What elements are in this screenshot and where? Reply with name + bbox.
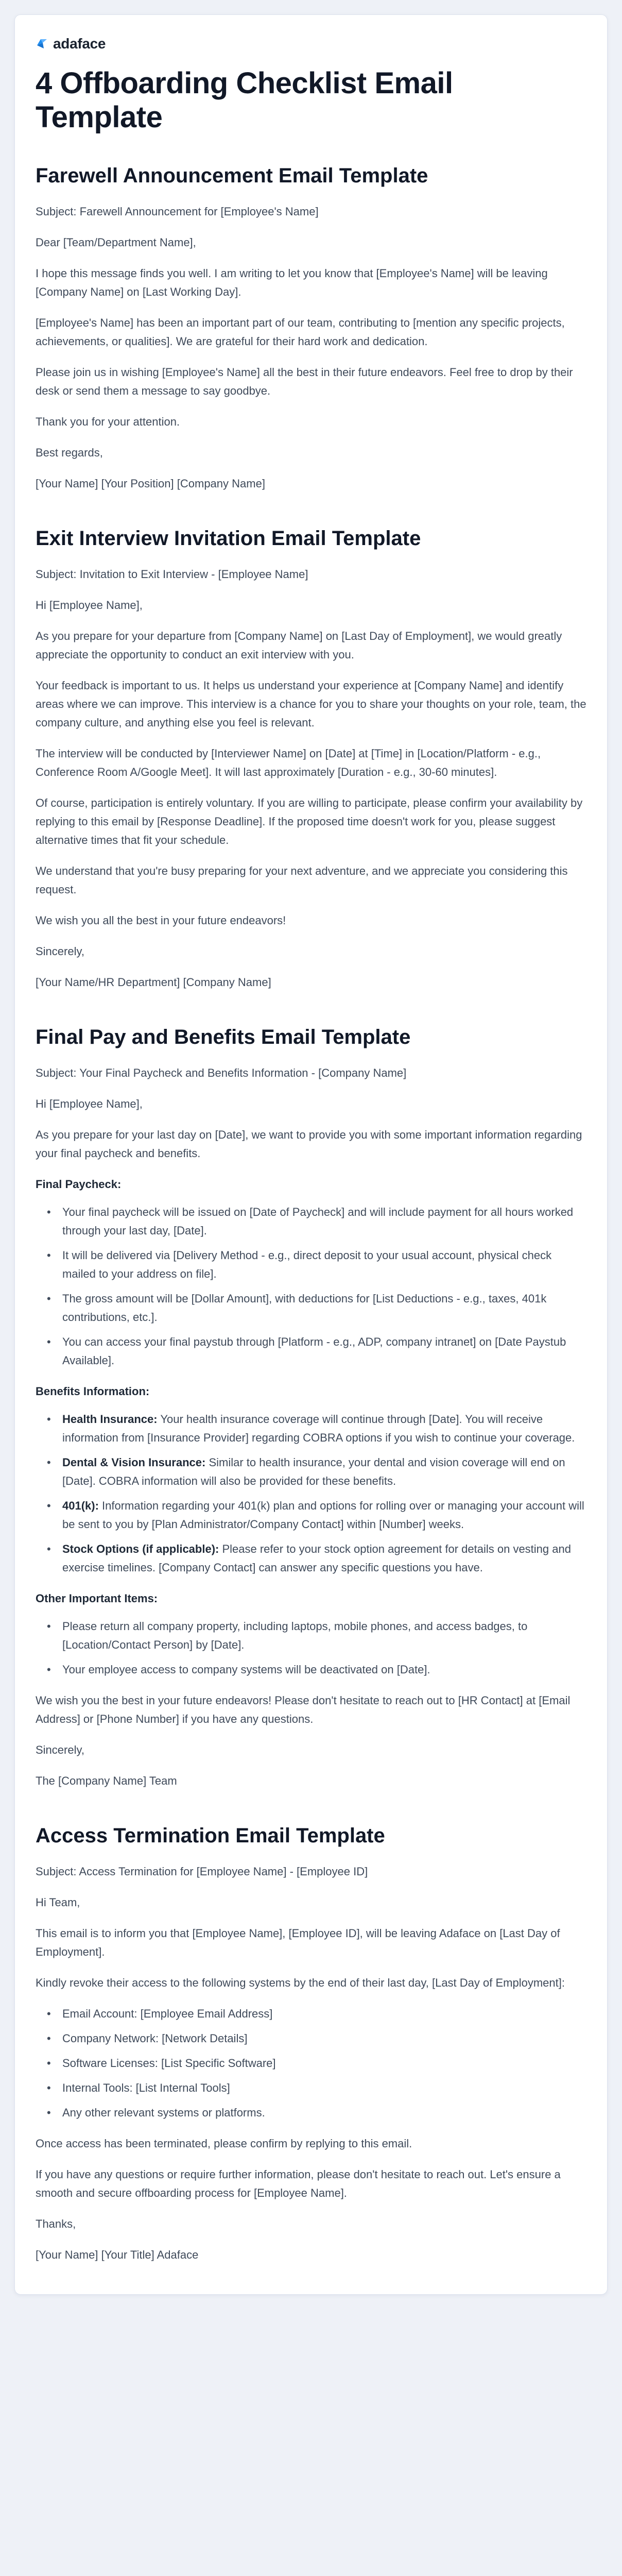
paragraph: Hi [Employee Name], bbox=[36, 1097, 143, 1110]
template-section bbox=[36, 1025, 586, 1790]
bullet-icon: • bbox=[47, 2007, 51, 2020]
paragraph: Once access has been terminated, please confirm by replying to this email. bbox=[36, 2137, 412, 2150]
list-item-text: Your employee access to company systems will be deactivated on [Date]. bbox=[62, 1663, 430, 1676]
paragraph: Subject: Access Termination for [Employee Name] - [Employee ID] bbox=[36, 1865, 368, 1878]
bullet-icon: • bbox=[47, 1206, 51, 1218]
list-item bbox=[47, 1410, 586, 1447]
paragraph: Thanks, bbox=[36, 2217, 76, 2230]
list-item bbox=[47, 1453, 586, 1490]
bullet-list bbox=[36, 1410, 586, 1577]
paragraph: We wish you all the best in your future endeavors! bbox=[36, 914, 286, 927]
list-item bbox=[47, 2029, 586, 2048]
paragraph: Of course, participation is entirely voluntary. If you are willing to participate, please confirm your availability by replying to this email by [Response Deadline]. If the proposed time doesn't work for you, please suggest alternative times that fit your schedule. bbox=[36, 796, 583, 846]
list-item bbox=[47, 2005, 586, 2023]
paragraph: Hi Team, bbox=[36, 1896, 80, 1909]
paragraph: [Your Name/HR Department] [Company Name] bbox=[36, 976, 271, 989]
paragraph: Best regards, bbox=[36, 446, 103, 459]
list-item-text: Company Network: [Network Details] bbox=[62, 2032, 248, 2045]
paragraph: [Your Name] [Your Title] Adaface bbox=[36, 2248, 199, 2261]
section-heading: Access Termination Email Template bbox=[36, 1824, 385, 1847]
paragraph: Subject: Your Final Paycheck and Benefits Information - [Company Name] bbox=[36, 1066, 407, 1079]
section-heading: Farewell Announcement Email Template bbox=[36, 164, 428, 187]
bullet-icon: • bbox=[47, 2057, 51, 2070]
paragraph: Sincerely, bbox=[36, 1743, 84, 1756]
template-card bbox=[14, 14, 608, 2295]
list-item-text: Please refer to your stock option agreement for details on vesting and exercise timelines. [Company Contact] can answer any specific questions you have. bbox=[62, 1543, 571, 1574]
bullet-icon: • bbox=[47, 1620, 51, 1633]
sections bbox=[36, 163, 586, 2264]
list-item bbox=[47, 2054, 586, 2073]
paragraph: If you have any questions or require further information, please don't hesitate to reach out. Let's ensure a smooth and secure offboarding process for [Employee Name]. bbox=[36, 2168, 561, 2199]
list-item-text: The gross amount will be [Dollar Amount], with deductions for [List Deductions - e.g., taxes, 401k contributions, etc.]. bbox=[62, 1292, 547, 1324]
paragraph: Subject: Invitation to Exit Interview - [Employee Name] bbox=[36, 568, 308, 581]
list-item-term: 401(k): bbox=[62, 1499, 99, 1512]
list-item-text: You can access your final paystub through [Platform - e.g., ADP, company intranet] on [Date Paystub Available]. bbox=[62, 1335, 566, 1367]
template-section bbox=[36, 163, 586, 493]
bullet-icon: • bbox=[47, 1456, 51, 1469]
list-item-text: Your health insurance coverage will continue through [Date]. You will receive information from [Insurance Provider] regarding COBRA options if you wish to continue your coverage. bbox=[62, 1413, 575, 1444]
paragraph: As you prepare for your last day on [Date], we want to provide you with some important information regarding your final paycheck and benefits. bbox=[36, 1128, 582, 1160]
bullet-list bbox=[36, 1203, 586, 1370]
adaface-logo-icon bbox=[36, 37, 49, 50]
list-item-text: Any other relevant systems or platforms. bbox=[62, 2106, 265, 2119]
list-item-term: Stock Options (if applicable): bbox=[62, 1543, 219, 1555]
list-item bbox=[47, 1290, 586, 1327]
bullet-icon: • bbox=[47, 1292, 51, 1305]
bullet-icon: • bbox=[47, 1499, 51, 1512]
paragraph: The [Company Name] Team bbox=[36, 1774, 177, 1787]
paragraph: Dear [Team/Department Name], bbox=[36, 236, 196, 249]
list-item bbox=[47, 1617, 586, 1654]
bullet-icon: • bbox=[47, 1335, 51, 1348]
paragraph: Subject: Farewell Announcement for [Employee's Name] bbox=[36, 205, 319, 218]
paragraph: I hope this message finds you well. I am writing to let you know that [Employee's Name] will be leaving [Company Name] on [Last Working Day]. bbox=[36, 267, 548, 298]
paragraph: The interview will be conducted by [Interviewer Name] on [Date] at [Time] in [Location/Platform - e.g., Conference Room A/Google Meet]. It will last approximately [Duration - e.g., 30-60 minutes]. bbox=[36, 747, 541, 778]
list-item bbox=[47, 1660, 586, 1679]
list-item-text: Software Licenses: [List Specific Software] bbox=[62, 2057, 276, 2070]
paragraph: Kindly revoke their access to the following systems by the end of their last day, [Last Day of Employment]: bbox=[36, 1976, 565, 1989]
list-item-text: Your final paycheck will be issued on [Date of Paycheck] and will include payment for all hours worked through your last day, [Date]. bbox=[62, 1206, 574, 1237]
list-item bbox=[47, 1540, 586, 1577]
paragraph: Thank you for your attention. bbox=[36, 415, 180, 428]
list-item-term: Health Insurance: bbox=[62, 1413, 158, 1426]
paragraph: Your feedback is important to us. It helps us understand your experience at [Company Name] and identify areas where we can improve. This interview is a chance for you to share your thoughts on your role, team, the company culture, and anything else you feel is relevant. bbox=[36, 679, 586, 729]
bullet-list bbox=[36, 1617, 586, 1679]
template-section bbox=[36, 1823, 586, 2264]
list-item bbox=[47, 1246, 586, 1283]
paragraph: We wish you the best in your future endeavors! Please don't hesitate to reach out to [HR Contact] at [Email Address] or [Phone Number] if you have any questions. bbox=[36, 1694, 571, 1725]
list-item bbox=[47, 1203, 586, 1240]
list-item-text: Information regarding your 401(k) plan and options for rolling over or managing your account will be sent to you by [Plan Administrator/Company Contact] within [Number] weeks. bbox=[62, 1499, 584, 1531]
paragraph: This email is to inform you that [Employee Name], [Employee ID], will be leaving Adaface on [Last Day of Employment]. bbox=[36, 1927, 560, 1958]
paragraph: Sincerely, bbox=[36, 945, 84, 958]
subheading: Benefits Information: bbox=[36, 1385, 150, 1398]
list-item-text: Please return all company property, including laptops, mobile phones, and access badges, to [Location/Contact Person] by [Date]. bbox=[62, 1620, 528, 1651]
paragraph: [Employee's Name] has been an important part of our team, contributing to [mention any specific projects, achievements, or qualities]. We are grateful for their hard work and dedication. bbox=[36, 316, 565, 348]
list-item bbox=[47, 1497, 586, 1534]
bullet-list bbox=[36, 2005, 586, 2122]
list-item-term: Dental & Vision Insurance: bbox=[62, 1456, 206, 1469]
bullet-icon: • bbox=[47, 2106, 51, 2119]
bullet-icon: • bbox=[47, 2032, 51, 2045]
bullet-icon: • bbox=[47, 1543, 51, 1555]
subheading: Other Important Items: bbox=[36, 1592, 158, 1605]
bullet-icon: • bbox=[47, 1413, 51, 1426]
list-item-text: Internal Tools: [List Internal Tools] bbox=[62, 2081, 230, 2094]
page bbox=[0, 14, 622, 2295]
bullet-icon: • bbox=[47, 2081, 51, 2094]
paragraph: We understand that you're busy preparing for your next adventure, and we appreciate you considering this request. bbox=[36, 865, 568, 896]
paragraph: Hi [Employee Name], bbox=[36, 599, 143, 612]
list-item-text: It will be delivered via [Delivery Method - e.g., direct deposit to your usual account, physical check mailed to your address on file]. bbox=[62, 1249, 552, 1280]
list-item-text: Email Account: [Employee Email Address] bbox=[62, 2007, 273, 2020]
list-item bbox=[47, 1333, 586, 1370]
bullet-icon: • bbox=[47, 1249, 51, 1262]
brand-name: adaface bbox=[53, 36, 106, 52]
list-item bbox=[47, 2079, 586, 2097]
paragraph: [Your Name] [Your Position] [Company Name] bbox=[36, 477, 265, 490]
page-title: 4 Offboarding Checklist Email Template bbox=[36, 66, 453, 134]
section-heading: Final Pay and Benefits Email Template bbox=[36, 1026, 411, 1048]
brand[interactable] bbox=[36, 36, 586, 52]
template-section bbox=[36, 526, 586, 992]
section-heading: Exit Interview Invitation Email Template bbox=[36, 527, 421, 550]
paragraph: Please join us in wishing [Employee's Name] all the best in their future endeavors. Feel free to drop by their desk or send them a message to say goodbye. bbox=[36, 366, 573, 397]
paragraph: As you prepare for your departure from [Company Name] on [Last Day of Employment], we would greatly appreciate the opportunity to conduct an exit interview with you. bbox=[36, 630, 562, 661]
list-item bbox=[47, 2104, 586, 2122]
bullet-icon: • bbox=[47, 1663, 51, 1676]
subheading: Final Paycheck: bbox=[36, 1178, 122, 1191]
list-item-text: Similar to health insurance, your dental and vision coverage will end on [Date]. COBRA information will also be provided for these benefits. bbox=[62, 1456, 565, 1487]
